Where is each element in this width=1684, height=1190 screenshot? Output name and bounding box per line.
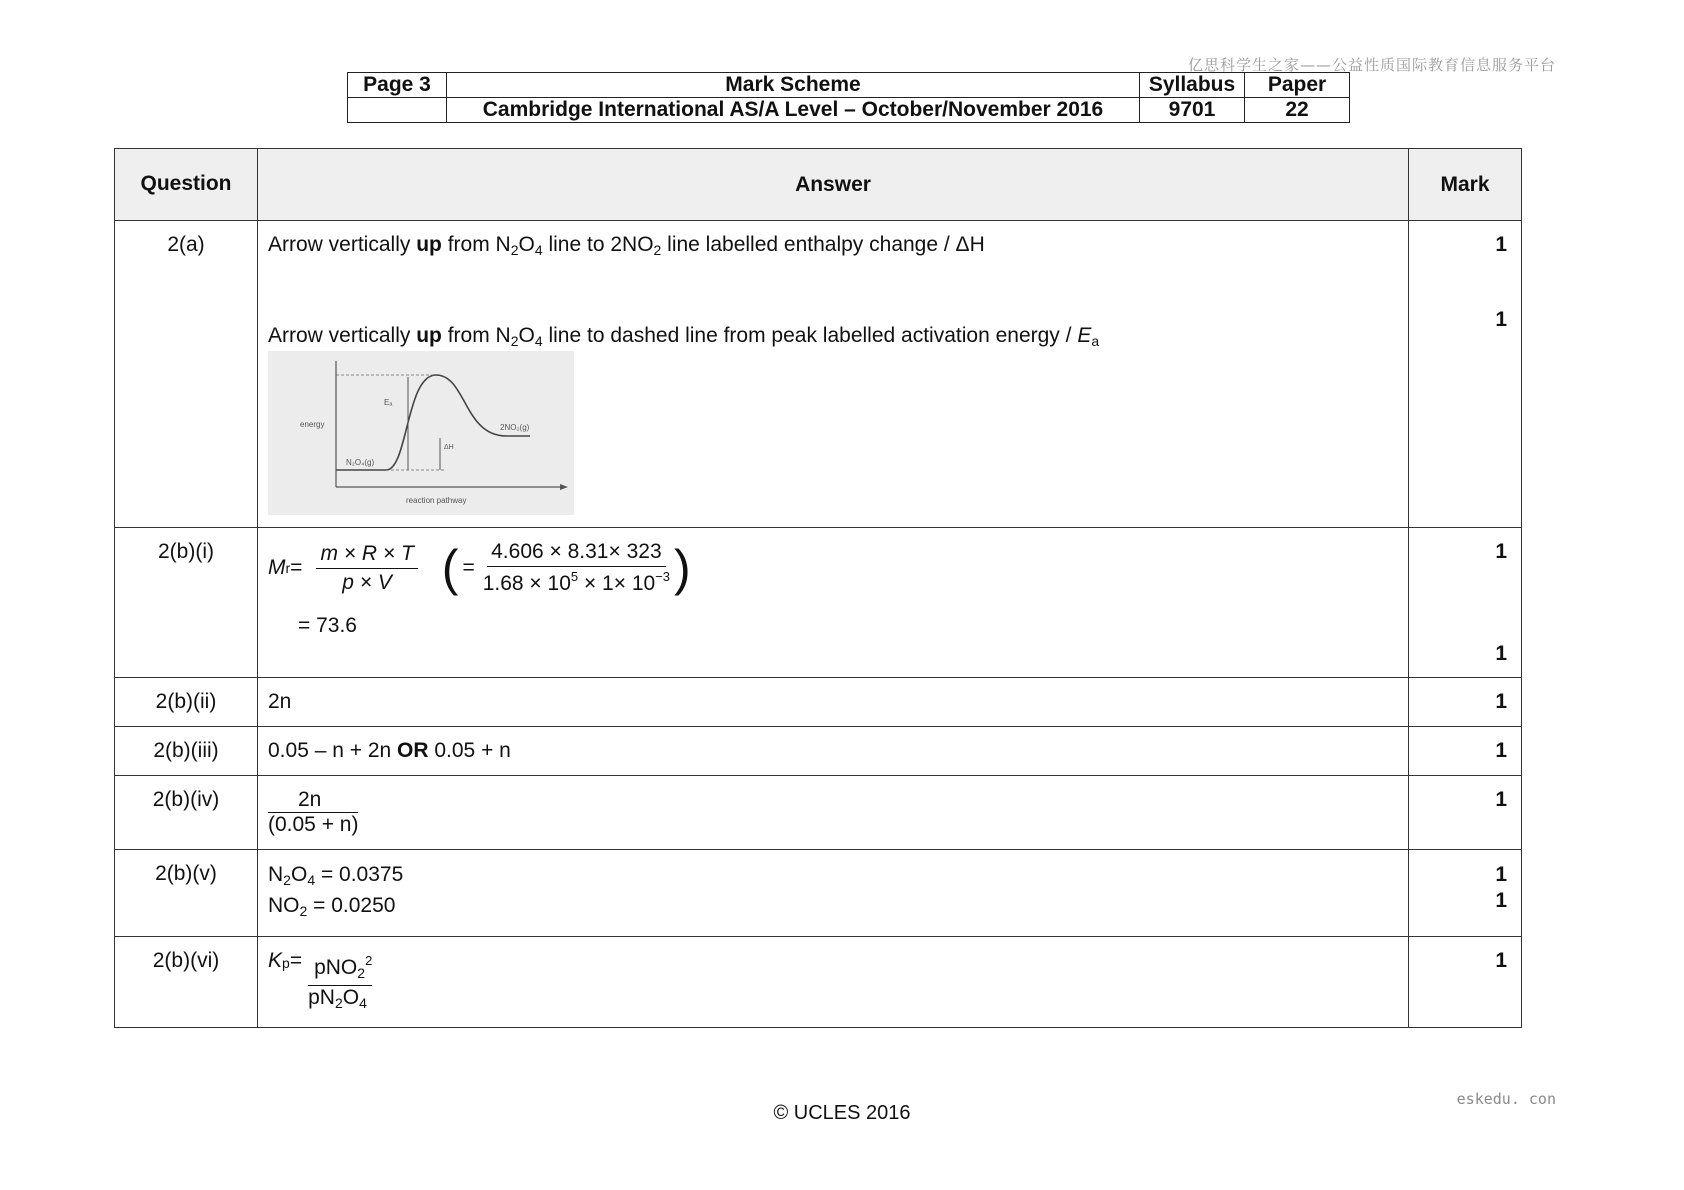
question-number: 2(b)(iv) bbox=[115, 776, 258, 850]
diagram-xlabel: reaction pathway bbox=[406, 496, 467, 505]
copyright-footer: © UCLES 2016 bbox=[773, 1102, 911, 1124]
table-row bbox=[115, 776, 1522, 850]
col-mark: Mark bbox=[1409, 149, 1522, 221]
empty-cell bbox=[348, 98, 447, 123]
answer-text: 2n bbox=[258, 678, 1409, 727]
answer-cell: $N_2O_4 = 0.0375$ $NO_2 = 0.0250$ bbox=[258, 850, 1409, 937]
table-row bbox=[115, 678, 1522, 727]
mark-scheme-table bbox=[114, 148, 1522, 1028]
diagram-dh-label: ΔH bbox=[444, 444, 454, 451]
answer-cell: 0.05 – n + 2n OR 0.05 + n bbox=[258, 727, 1409, 776]
question-number: 2(b)(v) bbox=[115, 850, 258, 937]
question-number: 2(b)(vi) bbox=[115, 937, 258, 1028]
syllabus-code: 9701 bbox=[1140, 98, 1245, 123]
paper-label: Paper bbox=[1245, 73, 1350, 98]
table-row bbox=[115, 727, 1522, 776]
diagram-product: 2NO₂(g) bbox=[500, 423, 530, 432]
mark-cell: 1 1 bbox=[1409, 850, 1522, 937]
watermark-text: 亿思科学生之家——公益性质国际教育信息服务平台 bbox=[1187, 56, 1556, 74]
table-header-row bbox=[115, 149, 1522, 221]
page-number: Page 3 bbox=[348, 73, 447, 98]
col-answer: Answer bbox=[258, 149, 1409, 221]
site-watermark: eskedu. con bbox=[1456, 1090, 1556, 1108]
diagram-ea-label: Eₐ bbox=[384, 398, 393, 407]
answer-cell bbox=[258, 221, 1409, 528]
diagram-ylabel: energy bbox=[300, 420, 325, 429]
question-number: 2(b)(i) bbox=[115, 528, 258, 678]
table-row bbox=[115, 221, 1522, 528]
mark-cell: 1 bbox=[1409, 678, 1522, 727]
answer-cell: $\frac{2n}{(0.05 + n)}$ bbox=[258, 776, 1409, 850]
syllabus-label: Syllabus bbox=[1140, 73, 1245, 98]
answer-line: Arrow vertically up from $N_2O_4$ line to dashed line from peak labelled activation energy / $E_a$ bbox=[268, 324, 1100, 349]
mr-result: = 73.6 bbox=[298, 614, 357, 637]
question-number: 2(b)(ii) bbox=[115, 678, 258, 727]
energy-profile-diagram bbox=[268, 351, 574, 515]
doc-title: Mark Scheme bbox=[447, 73, 1140, 98]
mark-cell: 1 bbox=[1409, 727, 1522, 776]
mark-cell: 1 bbox=[1409, 776, 1522, 850]
answer-line: Arrow vertically up from $N_2O_4$ line to $2NO_2$ line labelled enthalpy change / ΔH bbox=[268, 233, 985, 258]
mark-cell: 1 1 bbox=[1409, 528, 1522, 678]
x-axis-arrow-icon bbox=[560, 484, 568, 490]
col-question: Question bbox=[115, 149, 258, 221]
answer-cell bbox=[258, 528, 1409, 678]
table-row bbox=[115, 850, 1522, 937]
mark-cell: 1 1 bbox=[1409, 221, 1522, 528]
doc-subtitle: Cambridge International AS/A Level – October/November 2016 bbox=[447, 98, 1140, 123]
answer-cell: K p = pNO$_2^2$ $pN_2O_4$ bbox=[258, 937, 1409, 1028]
question-number: 2(b)(iii) bbox=[115, 727, 258, 776]
diagram-reactant: N₂O₄(g) bbox=[346, 458, 375, 467]
header-table bbox=[347, 72, 1350, 123]
mark-cell: 1 bbox=[1409, 937, 1522, 1028]
mr-formula: M r = $\frac{m \times R \times T}{p \times V}$ ( = $\frac{4.606 \times 8.31\times 323}{1.68 \times 10^5 \times 1\times 10^{-3}}$ ) bbox=[268, 540, 691, 596]
table-row bbox=[115, 937, 1522, 1028]
table-row bbox=[115, 528, 1522, 678]
paper-code: 22 bbox=[1245, 98, 1350, 123]
question-number: 2(a) bbox=[115, 221, 258, 528]
